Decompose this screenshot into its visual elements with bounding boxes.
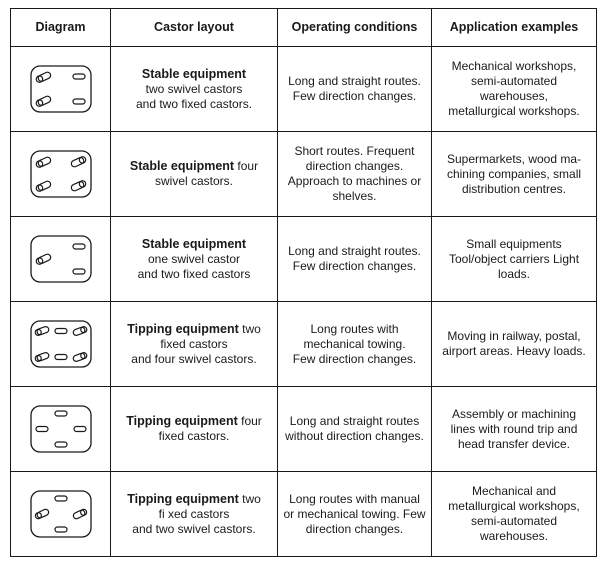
applications-cell: Mechanical workshops, semi-automated warehouses, metallurgical workshops. — [432, 47, 597, 132]
table-row — [11, 302, 597, 387]
layout-title: Tipping equipment — [127, 321, 239, 336]
table-row — [11, 387, 597, 472]
conditions-cell: Short routes. Frequent direction changes. Approach to machines or shelves. — [278, 132, 432, 217]
layout-cell: Stable equipment one swivel castor and two fixed castors — [111, 217, 278, 302]
layout-title: Tipping equipment — [126, 414, 238, 428]
conditions-cell: Long and straight routes without direction changes. — [278, 387, 432, 472]
table-row — [11, 132, 597, 217]
layout-title: Stable equipment — [129, 159, 235, 173]
layout-cell: Tipping equipment two fi xed castors and two swivel castors. — [111, 472, 278, 557]
applications-cell: Supermarkets, wood ma- chining companies, small distribution centres. — [432, 132, 597, 217]
table-row — [11, 472, 597, 557]
header-row — [11, 9, 597, 47]
diagram-cell — [11, 132, 111, 217]
applications-cell: Assembly or machining lines with round trip and head transfer device. — [432, 387, 597, 472]
header-application-examples: Application examples — [432, 9, 597, 47]
table-row — [11, 47, 597, 132]
conditions-cell: Long routes with manual or mechanical towing. Few direction changes. — [278, 472, 432, 557]
conditions-cell: Long and straight routes. Few direction changes. — [278, 217, 432, 302]
conditions-cell: Long and straight routes. Few direction changes. — [278, 47, 432, 132]
applications-cell: Moving in railway, postal, airport areas. Heavy loads. — [432, 302, 597, 387]
diagram-cell — [11, 387, 111, 472]
applications-cell: Mechanical and metallurgical workshops, semi-automated warehouses. — [432, 472, 597, 557]
diagram-four-swivel-icon — [26, 146, 96, 202]
diagram-four-fixed-icon — [26, 401, 96, 457]
layout-cell: Stable equipment two swivel castors and two fixed castors. — [111, 47, 278, 132]
diagram-two-fixed-four-swivel-icon — [26, 316, 96, 372]
header-castor-layout: Castor layout — [111, 9, 278, 47]
conditions-cell: Long routes with mechanical towing. Few direction changes. — [278, 302, 432, 387]
header-diagram: Diagram — [11, 9, 111, 47]
castor-table — [10, 8, 597, 557]
diagram-one-swivel-two-fixed-icon — [26, 231, 96, 287]
diagram-cell — [11, 47, 111, 132]
diagram-cell — [11, 217, 111, 302]
diagram-cell — [11, 472, 111, 557]
layout-title: Stable equipment — [141, 66, 247, 81]
diagram-two-fixed-two-swivel-icon — [26, 486, 96, 542]
diagram-two-swivel-two-fixed-icon — [26, 61, 96, 117]
header-operating-conditions: Operating conditions — [278, 9, 432, 47]
table-row — [11, 217, 597, 302]
layout-cell: Tipping equipment four fixed castors. — [111, 387, 278, 472]
layout-cell: Stable equipment four swivel castors. — [111, 132, 278, 217]
layout-title: Tipping equipment — [127, 491, 239, 506]
applications-cell: Small equipments Tool/object carriers Light loads. — [432, 217, 597, 302]
layout-cell: Tipping equipment two fixed castors and four swivel castors. — [111, 302, 278, 387]
layout-title: Stable equipment — [141, 236, 247, 251]
diagram-cell — [11, 302, 111, 387]
